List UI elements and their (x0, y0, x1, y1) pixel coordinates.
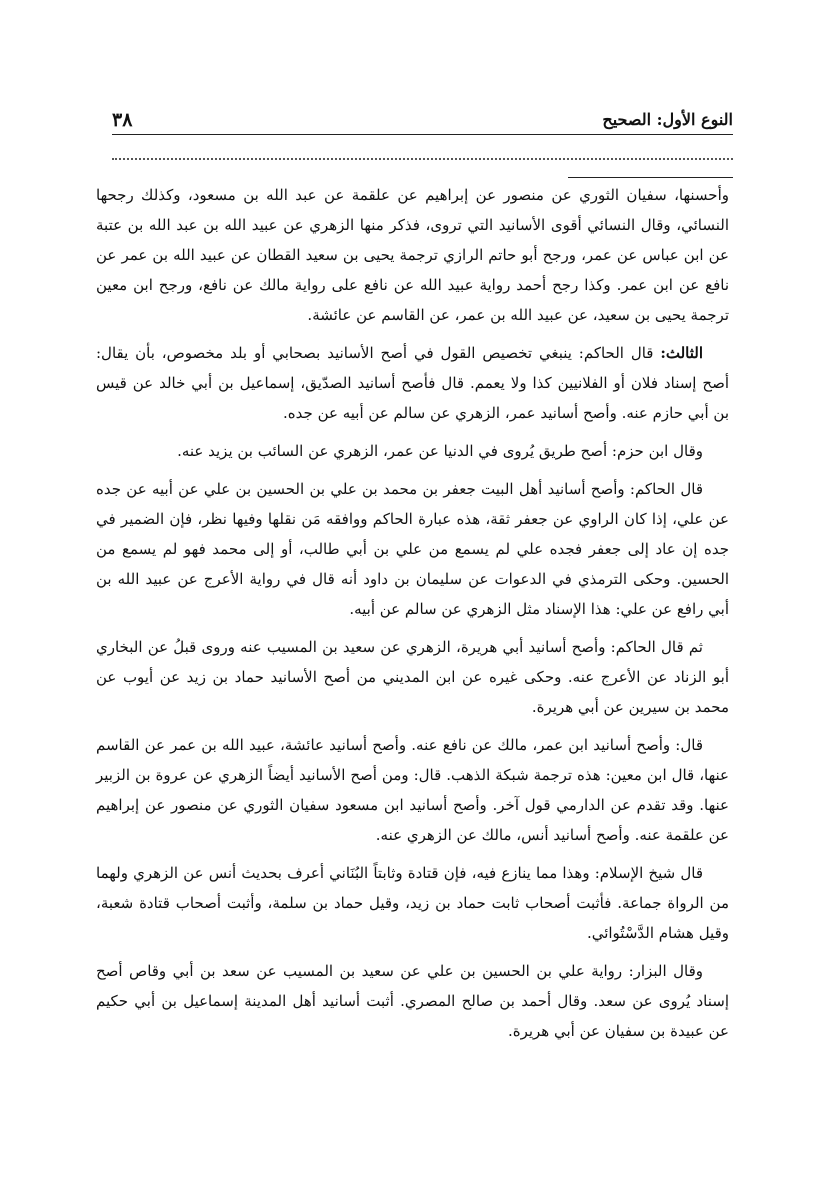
paragraph-4 (96, 474, 729, 624)
paragraph-lead: الثالث: (660, 344, 703, 362)
dotted-separator (112, 150, 733, 160)
paragraph-3 (96, 436, 729, 466)
paragraph-text: قال شيخ الإسلام: وهذا مما ينازع فيه، فإن قتادة وثابتاً البُنَاني أعرف بحديث أنس عن الزهري ولهما من الرواة جماعة. فأثبت أصحاب ثابت حماد بن زيد، وقيل حماد بن سلمة، وأثبت أصحاب قتادة شعبة، وقيل هشام الدَّسْتُوائي. (96, 864, 729, 942)
paragraph-text: وأحسنها، سفيان الثوري عن منصور عن إبراهيم عن علقمة عن عبد الله بن مسعود، وكذلك رجحها النسائي، وقال النسائي أقوى الأسانيد التي تروى، فذكر منها الزهري عن عبيد الله بن عبد الله بن عتبة عن ابن عباس عن عمر، ورجح أبو حاتم الرازي ترجمة يحيى بن سعيد القطان عن عبيد الله بن عمر عن نافع عن ابن عمر. وكذا رجح أحمد رواية عبيد الله عن نافع على رواية مالك عن نافع، ورجح ابن معين ترجمة يحيى بن سعيد، عن عبيد الله بن عمر، عن القاسم عن عائشة. (96, 186, 729, 324)
paragraph-6 (96, 730, 729, 850)
page-number: ٣٨ (112, 109, 133, 131)
paragraph-text: قال الحاكم: ينبغي تخصيص القول في أصح الأسانيد بصحابي أو بلد مخصوص، بأن يقال: أصح إسناد فلان أو الفلانيين كذا ولا يعمم. قال فأصح أسانيد الصدّيق، إسماعيل بن أبي خالد عن قيس بن أبي حازم عنه. وأصح أسانيد عمر، الزهري عن سالم عن أبيه عن جده. (96, 344, 729, 422)
paragraph-text: ثم قال الحاكم: وأصح أسانيد أبي هريرة، الزهري عن سعيد بن المسيب عنه وروى قبلُ عن البخاري أبو الزناد عن الأعرج عنه. وحكى غيره عن ابن المديني من أصح الأسانيد حماد بن زيد عن أيوب عن محمد بن سيرين عن أبي هريرة. (96, 638, 729, 716)
paragraph-7 (96, 858, 729, 948)
footnote-rule (568, 177, 733, 178)
page-header (112, 100, 733, 135)
paragraph-1 (96, 180, 729, 330)
paragraph-text: قال: وأصح أسانيد ابن عمر، مالك عن نافع عنه. وأصح أسانيد عائشة، عبيد الله بن عمر عن القاسم عنها، قال ابن معين: هذه ترجمة شبكة الذهب. قال: ومن أصح الأسانيد أيضاً الزهري عن عروة بن الزبير عنها. وقد تقدم عن الدارمي قول آخر. وأصح أسانيد ابن مسعود سفيان الثوري عن منصور عن إبراهيم عن علقمة عنه. وأصح أسانيد أنس، مالك عن الزهري عنه. (96, 736, 729, 844)
paragraph-2 (96, 338, 729, 428)
paragraph-5 (96, 632, 729, 722)
paragraph-text: وقال ابن حزم: أصح طريق يُروى في الدنيا عن عمر، الزهري عن السائب بن يزيد عنه. (177, 442, 703, 460)
paragraph-text: قال الحاكم: وأصح أسانيد أهل البيت جعفر بن محمد بن علي بن الحسين بن علي عن أبيه عن جده عن علي، إذا كان الراوي عن جعفر ثقة، هذه عبارة الحاكم ووافقه مَن نقلها وفيها نظر، فإن الضمير في جده إن عاد إلى جعفر فجده علي لم يسمع من علي بن أبي طالب، أو إلى محمد فهو لم يسمع من الحسين. وحكى الترمذي في الدعوات عن سليمان بن داود أنه قال في رواية الأعرج عن عبيد الله بن أبي رافع عن علي: هذا الإسناد مثل الزهري عن سالم عن أبيه. (96, 480, 729, 618)
page-body (96, 180, 729, 1054)
chapter-title: النوع الأول: الصحيح (602, 110, 733, 129)
paragraph-text: وقال البزار: رواية علي بن الحسين بن علي عن سعيد بن المسيب عن سعد بن أبي وقاص أصح إسناد يُروى عن سعد. وقال أحمد بن صالح المصري. أثبت أسانيد أهل المدينة إسماعيل بن أبي حكيم عن عبيدة بن سفيان عن أبي هريرة. (96, 962, 729, 1040)
paragraph-8 (96, 956, 729, 1046)
